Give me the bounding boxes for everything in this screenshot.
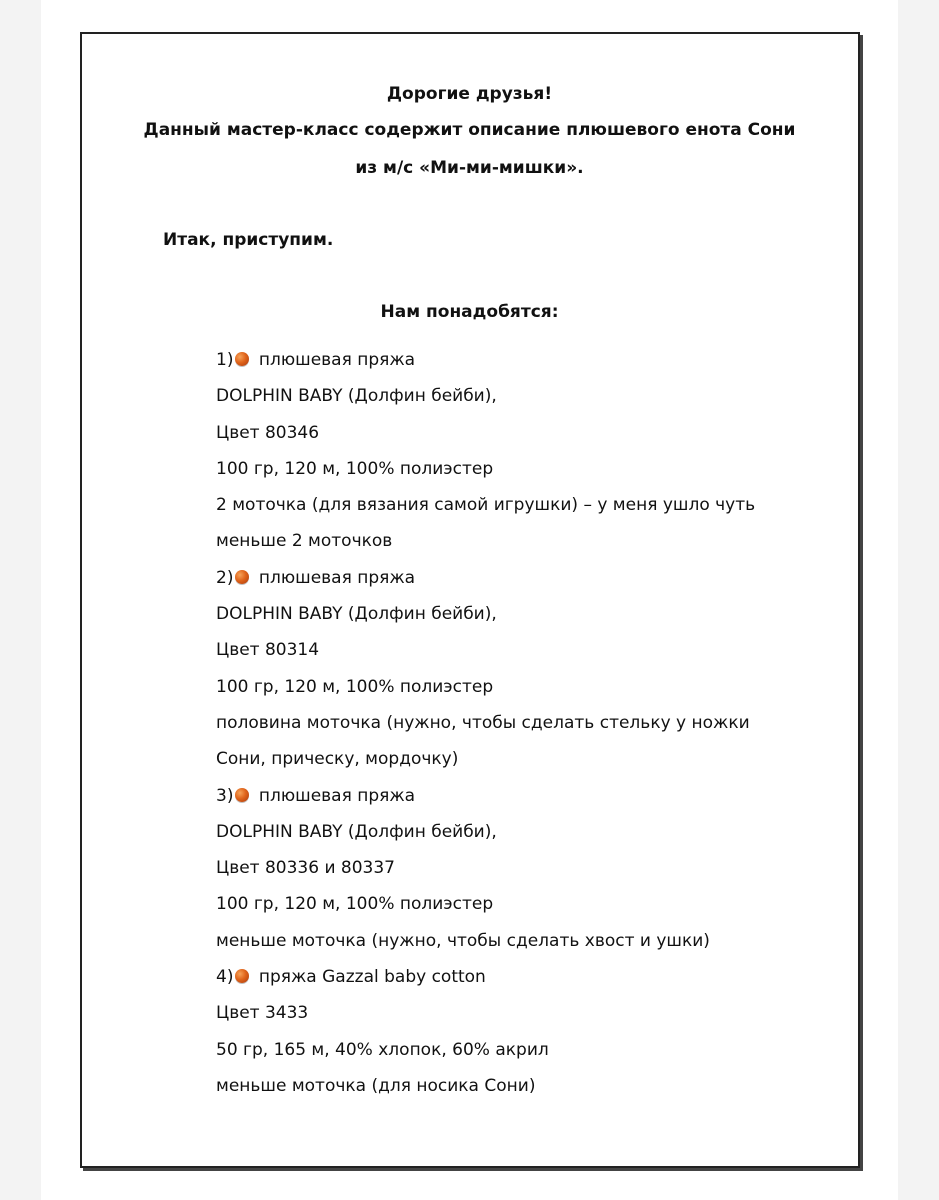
material-line: меньше моточка (нужно, чтобы сделать хвост и ушки) bbox=[216, 930, 710, 951]
material-line: 100 гр, 120 м, 100% полиэстер bbox=[216, 458, 494, 479]
material-item-1-header bbox=[216, 342, 755, 378]
material-line: Цвет 80346 bbox=[216, 422, 320, 443]
item-number: 4) bbox=[216, 967, 234, 988]
materials-heading: Нам понадобятся: bbox=[380, 302, 559, 322]
materials-list bbox=[216, 342, 755, 1104]
material-line: DOLPHIN BABY (Долфин бейби), bbox=[216, 604, 497, 625]
material-line: 100 гр, 120 м, 100% полиэстер bbox=[216, 894, 494, 915]
material-item-3-header bbox=[216, 778, 755, 814]
description-line-2: из м/с «Ми-ми-мишки». bbox=[355, 158, 584, 178]
item-number: 2) bbox=[216, 567, 234, 588]
material-line: половина моточка (нужно, чтобы сделать стельку у ножки bbox=[216, 712, 750, 733]
material-line: 100 гр, 120 м, 100% полиэстер bbox=[216, 676, 494, 697]
material-line: 50 гр, 165 м, 40% хлопок, 60% акрил bbox=[216, 1039, 549, 1060]
yarn-ball-icon bbox=[235, 788, 249, 802]
material-line: меньше 2 моточков bbox=[216, 531, 393, 552]
material-line: DOLPHIN BABY (Долфин бейби), bbox=[216, 386, 497, 407]
item-title: плюшевая пряжа bbox=[258, 350, 416, 370]
yarn-ball-icon bbox=[235, 352, 249, 366]
material-line: 2 моточка (для вязания самой игрушки) – у меня ушло чуть bbox=[216, 495, 756, 516]
item-title: пряжа Gazzal baby cotton bbox=[258, 967, 486, 988]
yarn-ball-icon bbox=[235, 969, 249, 983]
material-line: DOLPHIN BABY (Долфин бейби), bbox=[216, 821, 497, 842]
greeting-heading: Дорогие друзья! bbox=[386, 84, 553, 104]
yarn-ball-icon bbox=[235, 570, 249, 584]
material-item-4-header bbox=[216, 959, 755, 995]
material-line: меньше моточка (для носика Сони) bbox=[216, 1075, 536, 1096]
item-number: 1) bbox=[216, 350, 234, 370]
intro-text: Итак, приступим. bbox=[163, 230, 334, 250]
material-line: Цвет 80314 bbox=[216, 640, 320, 661]
material-line: Сони, прическу, мордочку) bbox=[216, 749, 459, 770]
item-title: плюшевая пряжа bbox=[258, 785, 416, 806]
material-item-2-header bbox=[216, 560, 755, 596]
material-line: Цвет 80336 и 80337 bbox=[216, 858, 395, 879]
description-line-1: Данный мастер-класс содержит описание плюшевого енота Сони bbox=[143, 120, 796, 140]
item-title: плюшевая пряжа bbox=[258, 567, 416, 588]
material-line: Цвет 3433 bbox=[216, 1003, 309, 1024]
item-number: 3) bbox=[216, 785, 234, 806]
